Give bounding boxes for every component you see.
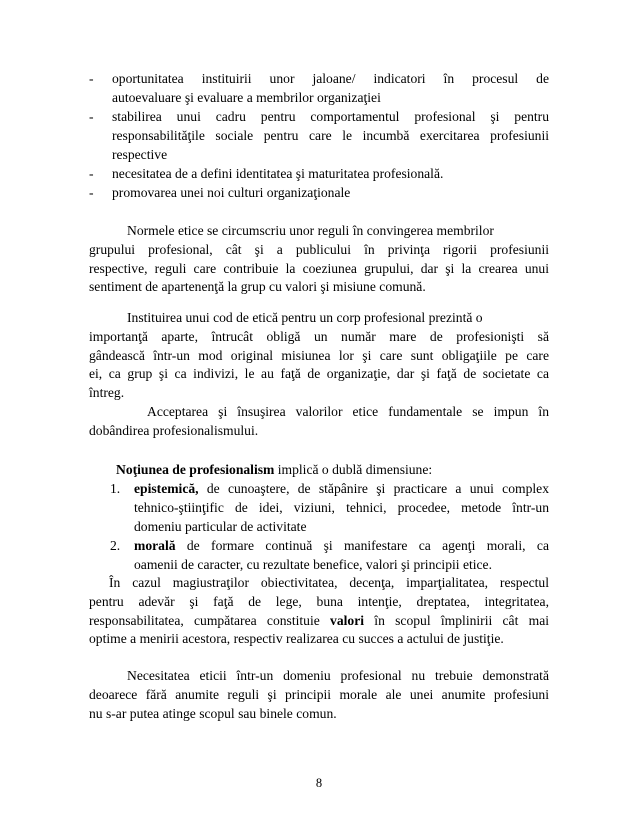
text-line: deoarece fără anumite reguli şi principii morale ale unei anumite profesiuni xyxy=(89,686,549,702)
text-line xyxy=(89,612,549,631)
professionalism-definition: implică o dublă dimensiune: xyxy=(274,462,433,477)
bullet-line: oportunitatea instituirii unor jaloane/ indicatori în procesul de xyxy=(112,71,549,86)
list-number: 1. xyxy=(110,481,121,496)
numbered-list xyxy=(110,480,549,572)
text-segment: în scopul împlinirii cât mai xyxy=(364,612,550,628)
bullet-list xyxy=(89,70,549,200)
list-line: oamenii de caracter, cu rezultate benefice, valori şi principii etice. xyxy=(134,557,492,572)
list-line: tehnico-ştiinţific de idei, viziuni, tehnici, procedee, metode într-un xyxy=(134,500,549,515)
bullet-line: necesitatea de a defini identitatea şi maturitatea profesională. xyxy=(112,166,444,181)
paragraph-norms xyxy=(89,222,549,297)
text-line: dobândirea profesionalismului. xyxy=(89,422,259,438)
text-line: Normele etice se circumscriu unor reguli în convingerea membrilor xyxy=(127,223,494,238)
bullet-dash: - xyxy=(89,71,94,86)
bullet-item xyxy=(89,165,549,184)
text-line: nu s-ar putea atinge scopul sau binele comun. xyxy=(89,705,337,721)
paragraph-acceptance xyxy=(89,403,549,441)
text-line: optime a menirii acestora, respectiv realizarea cu succes a actului de justiţie. xyxy=(89,631,504,647)
list-item xyxy=(110,537,549,575)
bullet-item xyxy=(89,184,549,203)
bullet-item xyxy=(89,108,549,165)
list-first-line xyxy=(134,537,549,556)
bullet-dash: - xyxy=(89,109,94,124)
bullet-dash: - xyxy=(89,185,94,200)
professionalism-heading xyxy=(89,461,549,480)
values-term: valori xyxy=(330,612,365,628)
paragraph-magistrates xyxy=(89,574,549,649)
text-line: În cazul magiustraţilor obiectivitatea, decenţa, imparţialitatea, respectul xyxy=(109,575,549,590)
paragraph-code-of-ethics xyxy=(89,309,549,403)
list-term-text: de cunoaştere, de stăpânire şi practicare a unui complex xyxy=(198,481,549,496)
list-line: domeniu particular de activitate xyxy=(134,519,307,534)
text-line: ei, ca grup şi ca indivizi, le au faţă de organizaţie, dar şi faţă de societate ca xyxy=(89,366,549,382)
list-term: morală xyxy=(134,538,176,553)
text-line: Instituirea unui cod de etică pentru un corp profesional prezintă o xyxy=(127,310,483,325)
list-item xyxy=(110,480,549,537)
text-line: importanţă aparte, întrucât obligă un număr mare de profesionişti să xyxy=(89,328,549,344)
list-first-line xyxy=(134,480,549,499)
text-line: Necesitatea eticii într-un domeniu profesional nu trebuie demonstrată xyxy=(127,668,549,683)
list-term-text: de formare continuă şi manifestare ca agenţi morali, ca xyxy=(175,538,549,553)
bullet-line: stabilirea unui cadru pentru comportamentul profesional şi pentru xyxy=(112,109,549,124)
text-line: grupului profesional, cât şi a publicului în privinţa rigorii profesiunii xyxy=(89,241,549,257)
text-line: gândească într-un mod original misiunea lor şi care sunt obligaţiile pe care xyxy=(89,347,549,363)
page-number: 8 xyxy=(315,776,323,790)
text-line: Acceptarea şi însuşirea valorilor etice fundamentale se impun în xyxy=(147,404,549,419)
bullet-dash: - xyxy=(89,166,94,181)
bullet-line: respective xyxy=(112,147,168,162)
professionalism-term: Noţiunea de profesionalism xyxy=(116,462,275,477)
list-term: epistemică, xyxy=(134,481,199,496)
bullet-item xyxy=(89,70,549,108)
text-line: sentiment de apartenenţă la grup cu valori şi misiune comună. xyxy=(89,279,426,295)
bullet-line: autoevaluare şi evaluare a membrilor organizaţiei xyxy=(112,90,381,105)
bullet-line: responsabilităţile sociale pentru care le incumbă exercitarea profesiunii xyxy=(112,128,549,143)
bullet-line: promovarea unei noi culturi organizaţionale xyxy=(112,185,351,200)
text-line: pentru adevăr şi faţă de lege, buna intenţie, dreptatea, integritatea, xyxy=(89,593,549,609)
list-number: 2. xyxy=(110,538,121,553)
text-line: întreg. xyxy=(89,385,125,401)
text-segment: responsabilitatea, cumpătarea constituie xyxy=(89,612,331,628)
paragraph-necessity xyxy=(89,667,549,723)
text-line: respective, reguli care contribuie la coeziunea grupului, dar şi la crearea unui xyxy=(89,260,549,276)
